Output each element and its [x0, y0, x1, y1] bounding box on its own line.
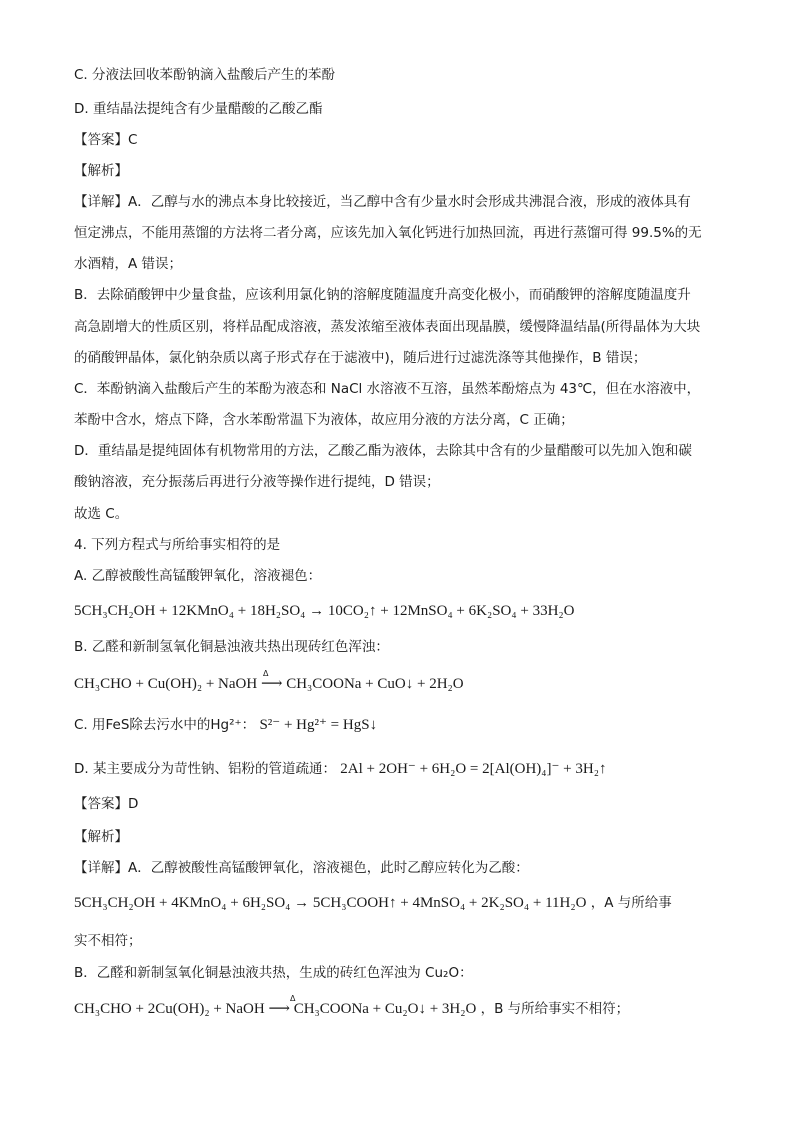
- paragraph-line: 实不相符；: [74, 933, 142, 949]
- paragraph-line: 苯酚中含水，熔点下降，含水苯酚常温下为液体，故应用分液的方法分离，C 正确；: [74, 412, 574, 428]
- option-c-eq-line: [74, 716, 377, 734]
- equation-d: 2Al + 2OH⁻ + 6H₂O = 2[Al(OH)₄]⁻ + 3H₂↑: [340, 761, 607, 777]
- option-c-prefix: C. 用FeS除去污水中的Hg²⁺：: [74, 717, 256, 733]
- equation-b-analysis-suffix: ，B 与所给事实不相符；: [480, 1001, 630, 1017]
- heat-symbol: Δ: [263, 669, 269, 678]
- equation-b: [74, 675, 464, 693]
- paragraph-line: B．去除硝酸钾中少量食盐，应该利用氯化钠的溶解度随温度升高变化极小，而硝酸钾的溶解度随温度升: [74, 287, 691, 303]
- equation-a-analysis-line: [74, 894, 672, 912]
- paragraph-line: B．乙醛和新制氢氧化铜悬浊液共热，生成的砖红色浑浊为 Cu₂O：: [74, 965, 473, 981]
- equation-b-text: CH₃CHO + Cu(OH)₂ + NaOH ⟶ CH₃COONa + CuO↓ + 2H₂O: [74, 676, 464, 692]
- option-b-line: B. 乙醛和新制氢氧化铜悬浊液共热出现砖红色浑浊：: [74, 639, 389, 655]
- paragraph-line: 的硝酸钾晶体，氯化钠杂质以离子形式存在于滤液中)，随后进行过滤洗涤等其他操作，B 错误；: [74, 350, 647, 366]
- paragraph-line: 高急剧增大的性质区别，将样品配成溶液，蒸发浓缩至液体表面出现晶膜，缓慢降温结晶(所得晶体为大块: [74, 319, 701, 335]
- option-d-line: D. 重结晶法提纯含有少量醋酸的乙酸乙酯: [74, 101, 323, 117]
- question-title: 4. 下列方程式与所给事实相符的是: [74, 537, 281, 553]
- paragraph-line: 【详解】A．乙醇与水的沸点本身比较接近，当乙醇中含有少量水时会形成共沸混合液，形成的液体具有: [74, 194, 691, 210]
- option-c-line: C. 分液法回收苯酚钠滴入盐酸后产生的苯酚: [74, 67, 336, 83]
- conclusion-line: 故选 C。: [74, 506, 129, 522]
- paragraph-line: 水酒精，A 错误；: [74, 256, 183, 272]
- equation-c: S²⁻ + Hg²⁺ = HgS↓: [259, 717, 378, 733]
- equation-b-analysis-line: [74, 1000, 629, 1018]
- answer-line: 【答案】C: [74, 132, 138, 148]
- analysis-heading: 【解析】: [74, 163, 128, 179]
- paragraph-line: D．重结晶是提纯固体有机物常用的方法，乙酸乙酯为液体，去除其中含有的少量醋酸可以先加入饱和碳: [74, 443, 692, 459]
- equation-b-analysis: CH₃CHO + 2Cu(OH)₂ + NaOH ⟶ CH₃COONa + Cu₂O↓ + 3H₂O: [74, 1001, 477, 1017]
- option-a-line: A. 乙醇被酸性高锰酸钾氧化，溶液褪色：: [74, 568, 322, 584]
- paragraph-line: C．苯酚钠滴入盐酸后产生的苯酚为液态和 NaCl 水溶液不互溶，虽然苯酚熔点为 43℃，但在水溶液中，: [74, 381, 701, 397]
- paragraph-line: 【详解】A．乙醇被酸性高锰酸钾氧化，溶液褪色，此时乙醇应转化为乙酸：: [74, 860, 529, 876]
- equation-a-analysis-suffix: ，A 与所给事: [590, 895, 672, 911]
- paragraph-line: 酸钠溶液，充分振荡后再进行分液等操作进行提纯，D 错误；: [74, 474, 440, 490]
- paragraph-line: 恒定沸点，不能用蒸馏的方法将二者分离，应该先加入氧化钙进行加热回流，再进行蒸馏可得 99.5%的无: [74, 225, 702, 241]
- option-d-prefix: D. 某主要成分为苛性钠、铝粉的管道疏通：: [74, 761, 336, 777]
- analysis-heading: 【解析】: [74, 829, 128, 845]
- equation-a: 5CH₃CH₂OH + 12KMnO₄ + 18H₂SO₄ → 10CO₂↑ + 12MnSO₄ + 6K₂SO₄ + 33H₂O: [74, 603, 575, 619]
- answer-line: 【答案】D: [74, 796, 139, 812]
- equation-a-analysis: 5CH₃CH₂OH + 4KMnO₄ + 6H₂SO₄ → 5CH₃COOH↑ + 4MnSO₄ + 2K₂SO₄ + 11H₂O: [74, 895, 587, 911]
- heat-symbol: Δ: [290, 994, 296, 1003]
- option-d-eq-line: [74, 760, 606, 778]
